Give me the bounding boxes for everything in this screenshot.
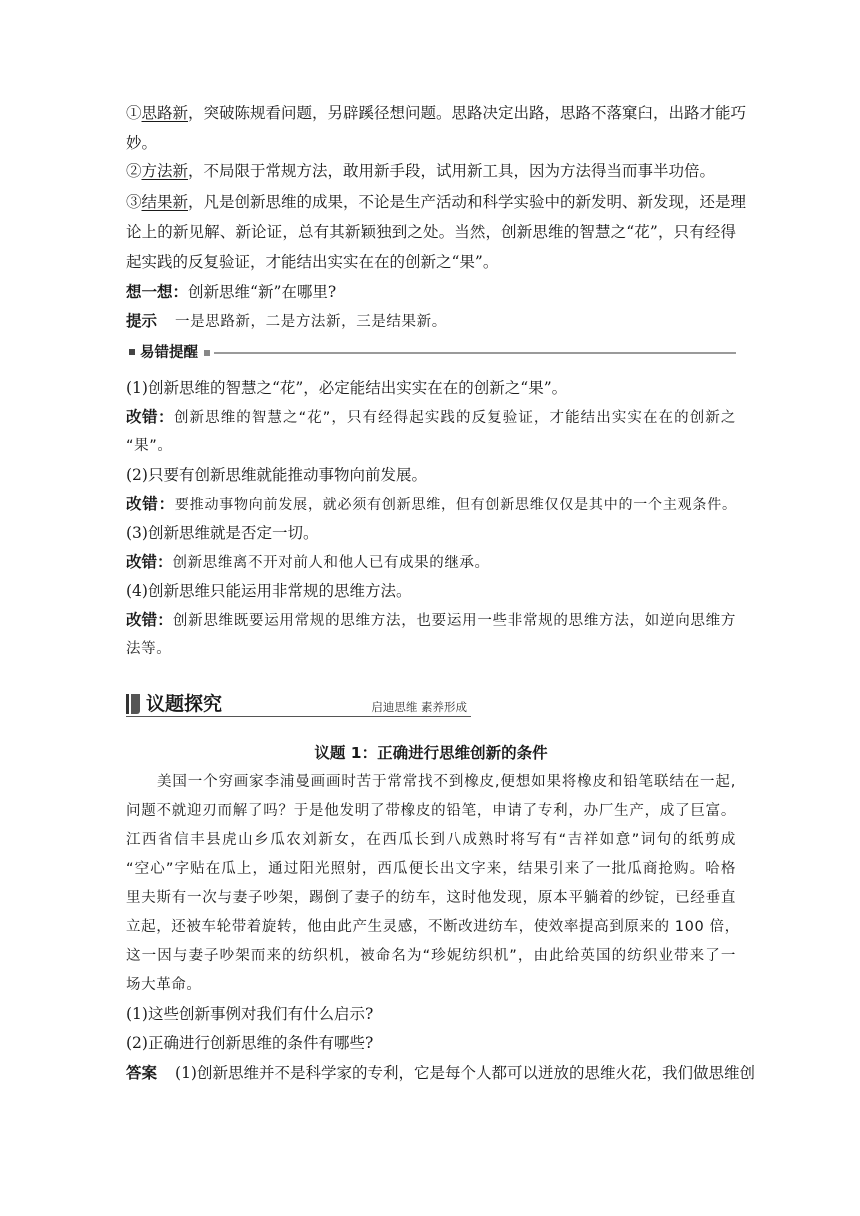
answer-line: 答案 (1)创新思维并不是科学家的专利，它是每个人都可以迸放的思维火花，我们做思维创 — [126, 1064, 755, 1082]
story-line-3: 江西省信丰县虎山乡瓜农刘新女，在西瓜长到八成熟时将写有“吉祥如意”词句的纸剪成 — [126, 832, 736, 848]
hint-label: 提示 — [126, 312, 158, 330]
error-reminder-title: 易错提醒 — [140, 345, 198, 361]
para-3-line-2: 论上的新见解、新论证，总有其新颖独到之处。当然，创新思维的智慧之“花”，只有经得 — [126, 223, 736, 241]
para-1-line-1: ①思路新，突破陈规看问题，另辟蹊径想问题。思路决定出路，思路不落窠臼，出路才能巧 — [126, 104, 747, 122]
story-line-2: 问题不就迎刃而解了吗？于是他发明了带橡皮的铅笔，申请了专利，办厂生产，成了巨富。 — [126, 803, 736, 819]
error-fix-4-line-1: 改错：创新思维既要运用常规的思维方法，也要运用一些非常规的思维方法，如逆向思维方 — [126, 611, 736, 629]
story-line-5: 里夫斯有一次与妻子吵架，踢倒了妻子的纺车，这时他发现，原本平躺着的纱锭，已经垂直 — [126, 890, 736, 906]
para-3-line-1: ③结果新，凡是创新思维的成果，不论是生产活动和科学实验中的新发明、新发现，还是理 — [126, 193, 747, 211]
term-new-thinking: 思路新 — [141, 104, 189, 122]
question-2: (2)正确进行创新思维的条件有哪些? — [126, 1034, 374, 1052]
story-line-6: 立起，还被车轮带着旋转，他由此产生灵感，不断改进纺车，使效率提高到原来的 100 倍， — [126, 919, 740, 935]
error-fix-1-line-1: 改错：创新思维的智慧之“花”，只有经得起实践的反复验证，才能结出实实在在的创新之 — [126, 408, 736, 426]
square-bullet-icon — [129, 349, 135, 355]
topic-section-title: 议题探究 — [146, 693, 223, 715]
error-statement-1: (1)创新思维的智慧之“花”，必定能结出实实在在的创新之“果”。 — [126, 379, 568, 397]
story-line-1: 美国一个穷画家李浦曼画画时苦于常常找不到橡皮,便想如果将橡皮和铅笔联结在一起, — [157, 774, 736, 790]
error-fix-4-line-2: 法等。 — [126, 641, 172, 657]
section-marker-icon — [126, 694, 140, 714]
error-fix-2: 改错：要推动事物向前发展，就必须有创新思维，但有创新思维仅仅是其中的一个主观条件。 — [126, 495, 736, 513]
story-line-7: 这一因与妻子吵架而来的纺织机，被命名为“珍妮纺织机”，由此给英国的纺织业带来了一 — [126, 948, 736, 964]
term-new-method: 方法新 — [141, 162, 189, 180]
term-new-result: 结果新 — [141, 193, 189, 211]
story-line-4: “空心”字贴在瓜上，通过阳光照射，西瓜便长出文字来，结果引来了一批瓜商抢购。哈格 — [126, 861, 736, 877]
error-fix-1-line-2: “果”。 — [126, 438, 173, 454]
section-underline — [126, 716, 471, 717]
divider — [214, 352, 736, 354]
error-reminder-header — [126, 343, 736, 363]
error-statement-3: (3)创新思维就是否定一切。 — [126, 524, 319, 542]
error-statement-4: (4)创新思维只能运用非常规的思维方法。 — [126, 582, 412, 600]
think-label: 想一想： — [126, 283, 189, 301]
think-question: 想一想：创新思维“新”在哪里? — [126, 283, 337, 301]
error-statement-2: (2)只要有创新思维就能推动事物向前发展。 — [126, 466, 427, 484]
para-1-line-2: 妙。 — [126, 134, 158, 152]
topic-section-header — [126, 690, 471, 720]
para-2: ②方法新，不局限于常规方法，敢用新手段，试用新工具，因为方法得当而事半功倍。 — [126, 162, 716, 180]
topic-title: 议题 1：正确进行思维创新的条件 — [314, 744, 548, 762]
question-1: (1)这些创新事例对我们有什么启示? — [126, 1005, 374, 1023]
para-3-line-3: 起实践的反复验证，才能结出实实在在的创新之“果”。 — [126, 253, 499, 271]
answer-label: 答案 — [126, 1064, 158, 1082]
hint: 提示 一是思路新，二是方法新，三是结果新。 — [126, 312, 447, 330]
topic-section-subtitle: 启迪思维 素养形成 — [371, 700, 467, 714]
story-line-8: 场大革命。 — [126, 977, 202, 993]
dot-icon — [204, 350, 210, 356]
error-fix-3: 改错：创新思维离不开对前人和他人已有成果的继承。 — [126, 553, 490, 571]
